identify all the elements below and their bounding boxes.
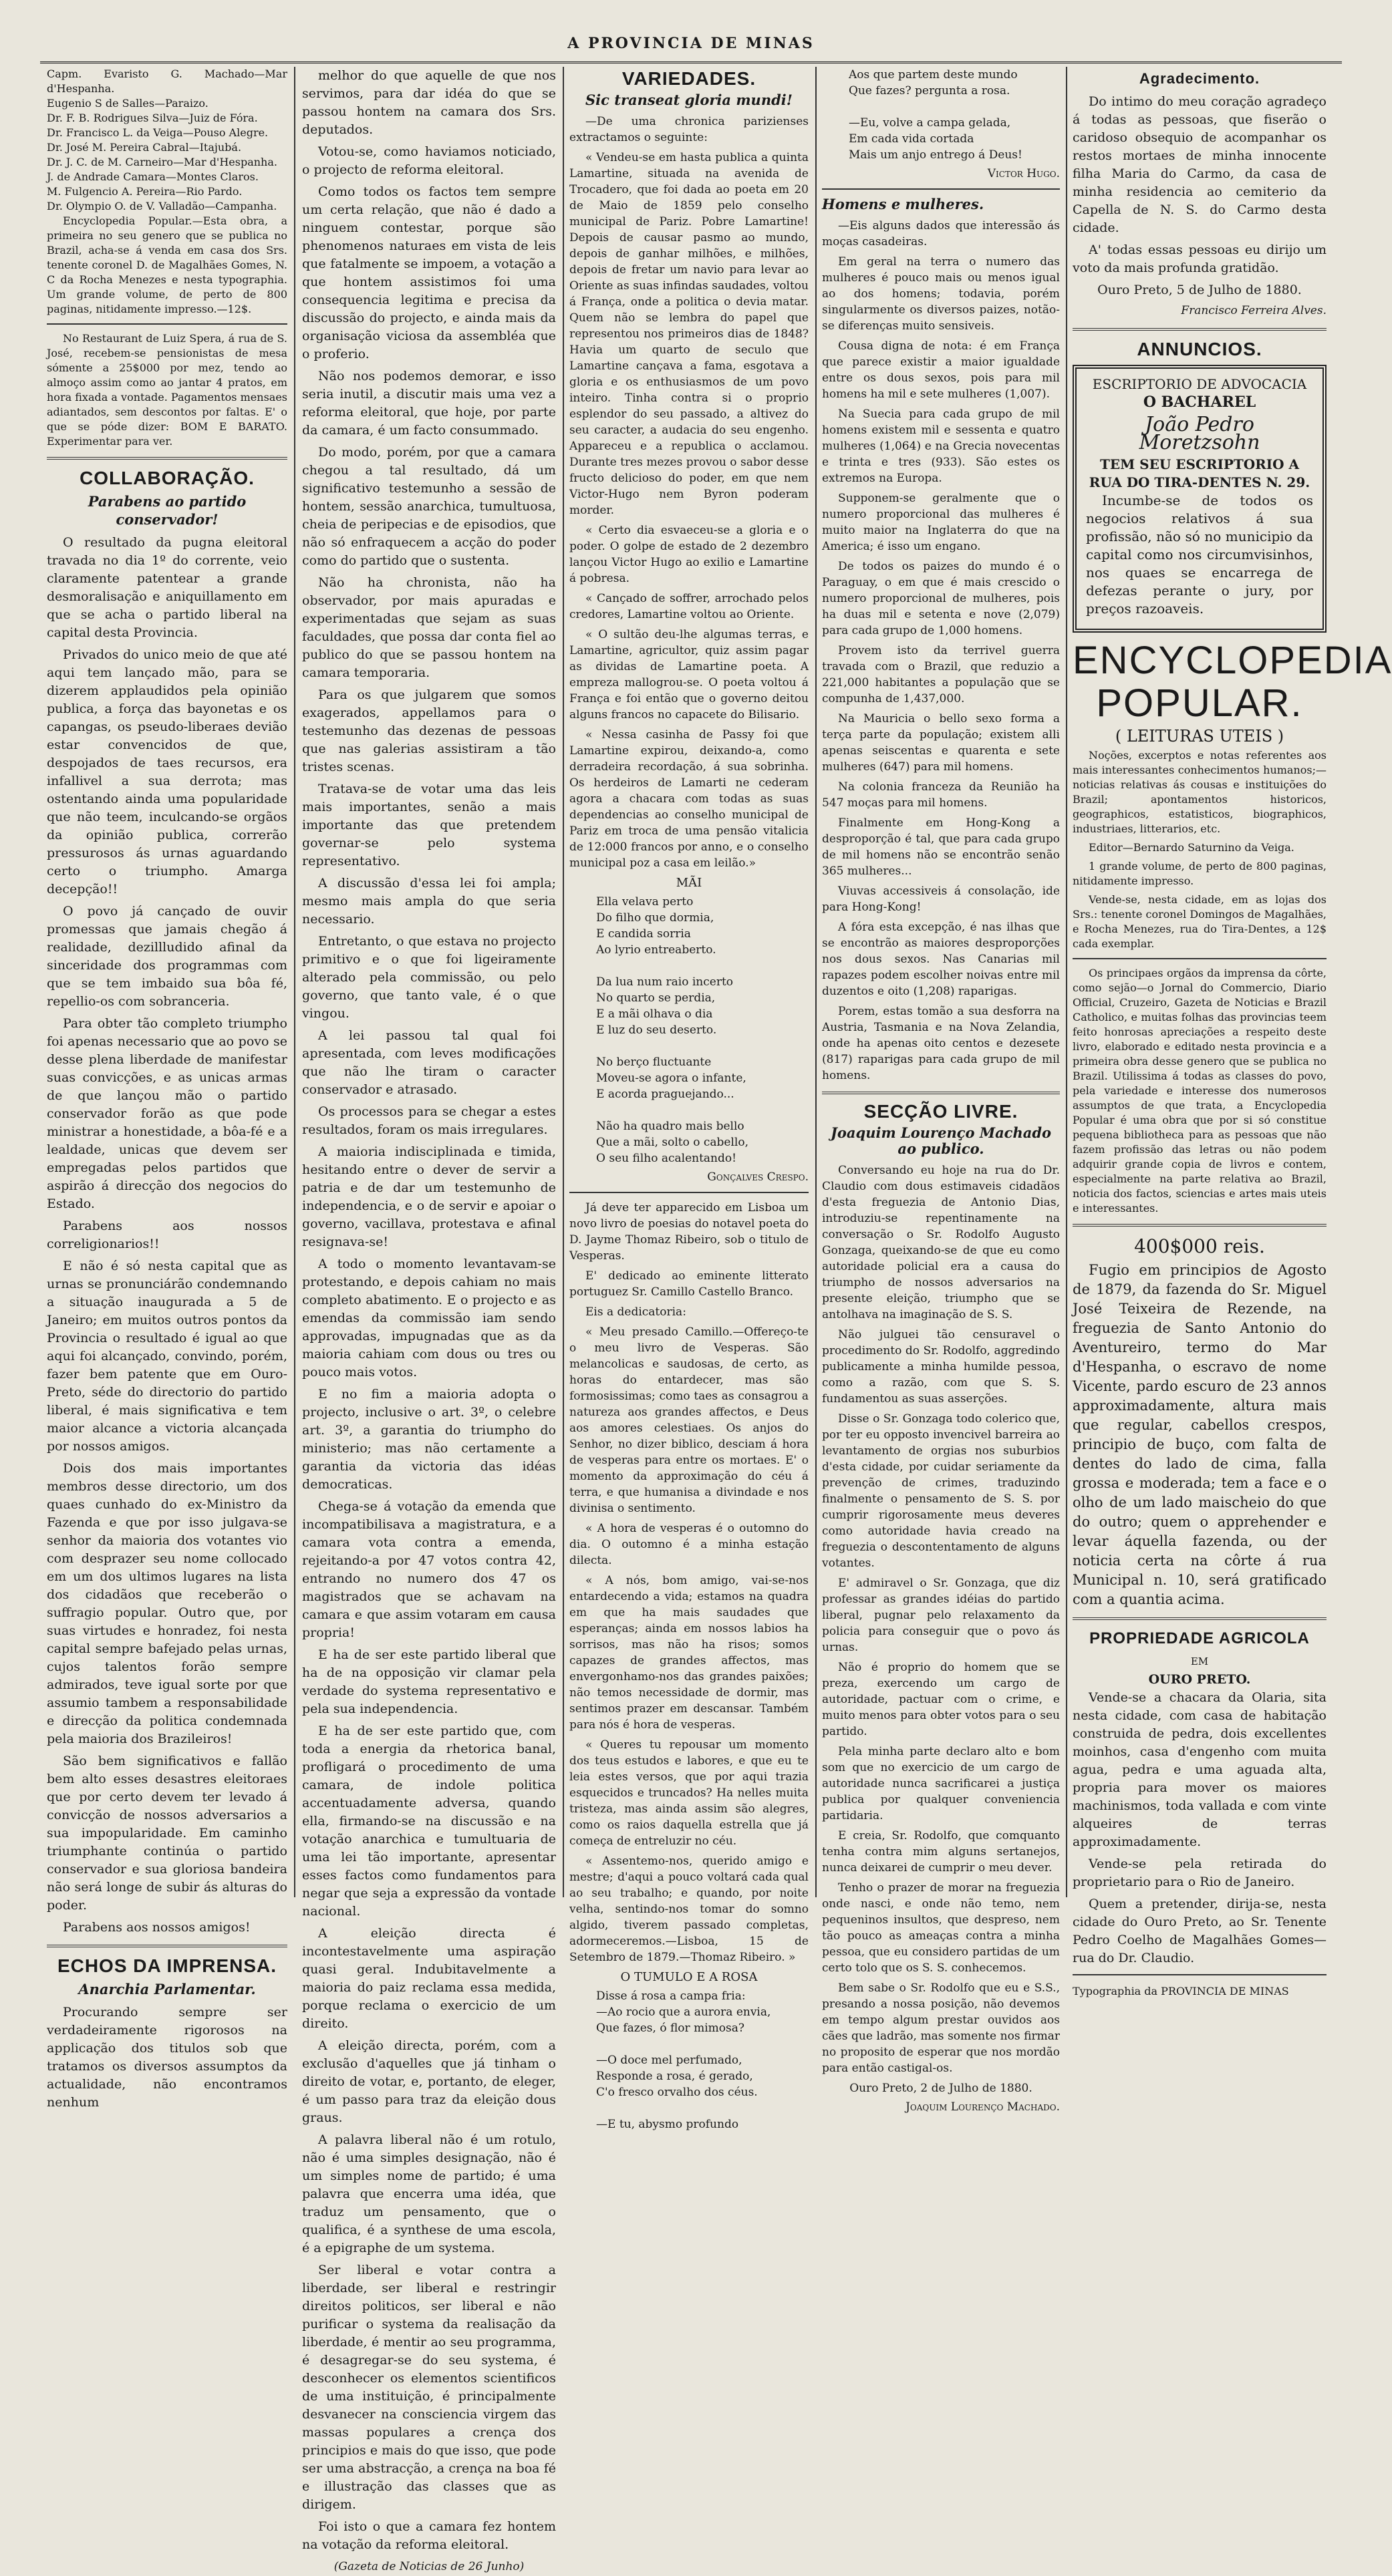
paragraph: A lei passou tal qual foi apresentada, com leves modificações que não lhe tiram o caracter conservador e atrasado.	[302, 1028, 556, 1097]
paragraph: Noções, excerptos e notas referentes aos mais interessantes conhecimentos humanos;—noticias relativas ás cousas e instituições do Brazil; apontamentos historicos, geographicos, estatisticos, biographicos, industriaes, litterarios, etc.	[1073, 749, 1327, 835]
divider	[822, 1092, 1060, 1094]
paragraph: Na Suecia para cada grupo de mil homens existem mil e sessenta e quatro mulheres (1,064) e na Grecia novecentas e trinta e tres (933). São estes os extremos na Europa.	[822, 408, 1060, 485]
paragraph: E' admiravel o Sr. Gonzaga, que diz professar as grandes idéias do partido liberal, pugnar pelo relaxamento da policia para conseguir que o povo ás urnas.	[822, 1577, 1060, 1654]
paragraph: Vende-se a chacara da Olaria, sita nesta cidade, com casa de habitação construida de pedra, dois excellentes moinhos, casa d'engenho com muita agua, pedra e uma aguada alta, propria para mover os maiores machinismos, toda vallada e com vinte alqueires de terras approximadamente.	[1073, 1690, 1327, 1849]
section-heading: Agradecimento.	[1139, 70, 1260, 87]
encyclopedia-subtitle: ( LEITURAS UTEIS )	[1115, 727, 1284, 746]
poem-continued: Aos que partem deste mundo Que fazes? pergunta a rosa. —Eu, volve a campa gelada, Em cada vida cortada Mais um anjo entrego á Deus!	[849, 68, 1022, 162]
article-title: Joaquim Lourenço Machado ao publico.	[830, 1124, 1052, 1157]
lawyer-name: João Pedro Moretzsohn	[1139, 413, 1260, 454]
poem: Ella velava perto Do filho que dormia, E candida sorria Ao lyrio entreaberto. Da lua num raio incerto No quarto se perdia, E a mãi olhava o dia E luz do seu deserto. No berço fluctuante Moveu-se agora o infante, E acorda praguejando... Não ha quadro mais bello Que a mãi, solto o cabello, O seu filho acalentando!	[596, 895, 749, 1165]
divider	[1073, 1224, 1327, 1227]
ad-line: EM	[1190, 1655, 1209, 1667]
paragraph: « Queres tu repousar um momento dos teus estudos e labores, e que eu te leia estes versos, que por aqui trazia esquecidos e truncados? Ha nelles muita tristeza, mas ainda assim são alegres, como os raios daquella estrella que já começa de entreluzir no céu.	[569, 1738, 809, 1848]
paragraph: Fugio em principios de Agosto de 1879, da fazenda do Sr. Miguel José Teixeira de Rezende, na freguezia de Santo Antonio do Aventureiro, termo do Mar d'Hespanha, o escravo de nome Vicente, pardo escuro de 23 annos approximadamente, altura mais que regular, cabellos crespos, principio de buço, com falta de dentes do lado de cima, falla grossa e moderada; tem a face e o olho de um lado maischeio do que do outro; quem o apprehender e levar áquella fazenda, ou der noticia certa na côrte á rua Municipal n. 10, será gratificado com a quantia acima.	[1073, 1262, 1327, 1607]
dateline: Ouro Preto, 5 de Julho de 1880.	[1097, 283, 1302, 297]
column-4	[822, 67, 1060, 2114]
paragraph: A eleição directa é incontestavelmente uma aspiração quasi geral. Indubitavelmente a maioria do paiz reclama essa medida, porque reclama o exercicio de um direito.	[302, 1926, 556, 2031]
paragraph: Conversando eu hoje na rua do Dr. Claudio com dous estimaveis cidadãos d'esta freguezia de Antonio Dias, introduziu-se repentinamente na conversação o Sr. Rodolfo Augusto Gonzaga, queixando-se de que eu como autoridade policial era a causa do triumpho de nossos adversarios na presente eleição, triumpho que se antolhava na imaginação de S. S.	[822, 1164, 1060, 1321]
paragraph: Chega-se á votação da emenda que incompatibilisava a magistratura, e a camara vota contra a emenda, rejeitando-a por 47 votos contra 42, entrando no numero dos 47 os magistrados que se achavam na camara e que assim votaram em causa propria!	[302, 1499, 556, 1640]
paragraph: Não é proprio do homem que se preza, exercendo um cargo de autoridade, pactuar com o crime, e muito menos para obter votos para o seu partido.	[822, 1661, 1060, 1738]
paragraph: Do intimo do meu coração agradeço á todas as pessoas, que fiserão o caridoso obsequio de acompanhar os restos mortaes de minha innocente filha Maria do Carmo, da casa de minha residencia ao cemiterio da Capella de N. S. do Carmo desta cidade.	[1073, 94, 1327, 235]
paragraph: « Meu presado Camillo.—Offereço-te o meu livro de Vesperas. São melancolicas e saudosas, de certo, as horas do entardecer, mas são formosissimas; como taes as consagrou a natureza aos grandes affectos, e Deus aos amores celestiaes. Os anjos do Senhor, no dizer biblico, desciam á hora de vesperas para entre os mortaes. E' o momento da approximação do céu á terra, e que humanisa a divindade e nos divinisa o sentimento.	[569, 1325, 809, 1515]
paragraph: Já deve ter apparecido em Lisboa um novo livro de poesias do notavel poeta do D. Jayme Thomaz Ribeiro, sob o titulo de Vesperas.	[569, 1201, 809, 1263]
paragraph: Pela minha parte declaro alto e bom som que no exercicio de um cargo de autoridade nunca sacrificarei a justiça publica por qualquer conveniencia partidaria.	[822, 1745, 1060, 1822]
masthead: A PROVINCIA DE MINAS	[40, 35, 1342, 63]
paragraph: « O sultão deu-lhe algumas terras, e Lamartine, agricultor, quiz assim pagar as dividas de Lamartine poeta. A empreza mallogrou-se. O poeta voltou á França e foi então que o governo deitou alguns francos no capacete do Bilisario.	[569, 628, 809, 721]
poem: Disse á rosa a campa fria: —Ao rocio que a aurora envia, Que fazes, ó flor mimosa? —O doce mel perfumado, Responde a rosa, é gerado, C'o fresco orvalho dos céus. —E tu, abysmo profundo	[596, 1989, 771, 2131]
section-heading: ANNUNCIOS.	[1137, 339, 1262, 359]
paragraph: Como todos os factos tem sempre um certa relação, que não é dado a ninguem contestar, porque são phenomenos naturaes em vista de leis que fatalmente se impoem, a votação a que hontem assistimos foi uma consequencia legitima e precisa da discussão do projecto, e ainda mais da organisação viciosa da assembléa que o proferio.	[302, 184, 556, 361]
column-rule	[294, 67, 295, 1897]
section-heading: PROPRIEDADE AGRICOLA	[1089, 1629, 1310, 1647]
correspondents-list	[47, 67, 287, 214]
article-title: Anarchia Parlamentar.	[78, 1981, 256, 1997]
list-item: Dr. Olympio O. de V. Valladão—Campanha.	[47, 200, 277, 212]
paragraph: A maioria indisciplinada e timida, hesitando entre o dever de servir a patria e de dar um testemunho de independencia, e o de servir e apoiar o governo, vacillava, protestava e afinal resignava-se!	[302, 1144, 556, 1249]
paragraph: O povo já cançado de ouvir promessas que jamais chegão á realidade, dezillludido afinal da sinceridade dos programmas com que se tem imbaido sua bôa fé, repellio-os com sobranceria.	[47, 904, 287, 1009]
paragraph: « A nós, bom amigo, vai-se-nos entardecendo a vida; estamos na quadra em que ha mais saudades que esperanças; ainda em nossos labios ha sorrisos, mas não ha risos; somos capazes de grandes affectos, mas envergonhamo-nos das grandes paixões; não temos necessidade de dormir, mas sentimos prazer em descansar. Também para nós é hora de vesperas.	[569, 1574, 809, 1732]
paragraph: Votou-se, como haviamos noticiado, o projecto de reforma eleitoral.	[302, 144, 556, 177]
signature: Francisco Ferreira Alves.	[1181, 304, 1327, 317]
list-item: Dr. Francisco L. da Veiga—Pouso Alegre.	[47, 126, 269, 139]
paragraph: De todos os paizes do mundo é o Paraguay, o em que é mais crescido o numero proporcional de mulheres, pois ha duas mil e setenta e nove (2,079) para cada grupo de 1,000 homens.	[822, 560, 1060, 637]
column-rule	[563, 67, 564, 1897]
paragraph: Os principaes orgãos da imprensa da côrte, como sejão—o Jornal do Commercio, Diario Official, Cruzeiro, Gazeta de Noticias e Brazil Catholico, e muitas folhas das provincias teem feito honrosas apreciações a respeito deste livro, elaborado e editado nesta provincia e a primeira obra desse genero que se publica no Brazil. Utilissima á todas as classes do povo, pela variedade e interesse dos numerosos assumptos de que trata, a Encyclopedia Popular é uma obra que por si só constitue pequena bibliotheca para as pessoas que não fazem profissão das letras ou não podem adquirir grande copia de livros e contem, especialmente na parte relativa ao Brazil, noticia dos factos, sciencias e artes mais uteis e interessantes.	[1073, 967, 1327, 1215]
article-title: Sic transeat gloria mundi!	[585, 92, 793, 108]
column-rule	[1066, 67, 1067, 1897]
poem-title: MÃI	[676, 876, 702, 890]
dateline: Ouro Preto, 2 de Julho de 1880.	[849, 2082, 1032, 2095]
paragraph: —Eis alguns dados que interessão ás moças casadeiras.	[822, 219, 1060, 249]
paragraph: A' todas essas pessoas eu dirijo um voto da mais profunda gratidão.	[1073, 243, 1327, 275]
paragraph: Supponem-se geralmente que o numero proporcional das mulheres é muito maior na Inglaterra do que na America; é isso um engano.	[822, 492, 1060, 553]
paragraph: Quem a pretender, dirija-se, nesta cidade do Ouro Preto, ao Sr. Tenente Pedro Coelho de Magalhães Gomes—rua do Dr. Claudio.	[1073, 1897, 1327, 1965]
paragraph: Tratava-se de votar uma das leis mais importantes, senão a mais importante das que pretendem governar-se pelo systema representativo.	[302, 782, 556, 868]
paragraph: E não é só nesta capital que as urnas se pronunciárão condemnando a situação inaugurada a 5 de Janeiro; em muitos outros pontos da Provincia o resultado é igual ao que aqui foi alcançado, convindo, porém, fazer bem patente que em Ouro-Preto, séde do directorio do partido liberal, é mais significativa e tem maior alcance a victoria alcançada por nossos amigos.	[47, 1259, 287, 1454]
list-item: J. de Andrade Camara—Montes Claros.	[47, 170, 259, 183]
encyclopedia-title: ENCYCLOPEDIA POPULAR.	[1073, 639, 1392, 725]
poem-author: Gonçalves Crespo.	[707, 1170, 809, 1184]
paragraph: A fóra esta excepção, é nas ilhas que se encontrão as maiores desproporções nos dous sexos. Nas Canarias mil rapazes podem escolher noivas entre mil duzentos e oito (1,208) raparigas.	[822, 921, 1060, 998]
paragraph: Parabens aos nossos correligionarios!!	[47, 1219, 287, 1251]
section-heading: VARIEDADES.	[621, 68, 756, 89]
paragraph: E ha de ser este partido que, com toda a energia da rhetorica banal, profligará o procedimento de uma camara, de indole politica accentuadamente adversa, quando ella, firmando-se na discussão e na votação anarchica e tumultuaria de uma lei tão importante, apresentar esses factos como fundamentos para negar que seja a expressão da vontade nacional.	[302, 1724, 556, 1919]
poem-author: Victor Hugo.	[987, 167, 1060, 180]
paragraph: Ser liberal e votar contra a liberdade, ser liberal e restringir direitos politicos, ser liberal e não purificar o systema da realisação da liberdade, é mentir ao seu programma, é desagregar-se do seu systema, é desconhecer os elementos scientificos de uma instituição, é principalmente desvanecer na consciencia virgem das massas populares a crença dos principios e mais do que isso, que pode ser uma abstracção, a crença na boa fé e illustração das classes que as dirigem.	[302, 2263, 556, 2512]
paragraph: E creia, Sr. Rodolfo, que comquanto tenha contra mim alguns sertanejos, nunca deixarei de cumprir o meu dever.	[822, 1829, 1060, 1875]
paragraph: Na Mauricia o bello sexo forma a terça parte da população; existem alli apenas seiscentas e quarenta e sete mulheres (647) para mil homens.	[822, 712, 1060, 774]
list-item: Dr. José M. Pereira Cabral—Itajubá.	[47, 141, 242, 154]
divider	[47, 1945, 287, 1947]
signature: Joaquim Lourenço Machado.	[906, 2100, 1060, 2114]
divider	[47, 323, 287, 325]
paragraph: Finalmente em Hong-Kong a desproporção é tal, que para cada grupo de mil homens não se encontrão senão 365 mulheres...	[822, 816, 1060, 878]
column-3	[569, 67, 809, 2131]
paragraph: A palavra liberal não é um rotulo, não é uma simples designação, não é um simples nome de partido; é uma palavra que encerra uma idéa, que traduz um pensamento, que o qualifica, é a synthese de uma escola, é a epigraphe de um systema.	[302, 2132, 556, 2255]
paragraph: « Vendeu-se em hasta publica a quinta Lamartine, situada na avenida de Trocadero, que foi dada ao poeta em 20 de Maio de 1859 pelo conselho municipal de Pariz. Pobre Lamartine! Depois de causar pasmo ao mundo, depois de ganhar milhões, e milhões, depois de fretar um navio para levar ao Oriente as suas infindas saudades, voltou á França, onde a politica o devia matar. Quem não se lembra do papel que representou nos primeiros dias de 1848? Havia um quarto de seculo que Lamartine cançava a fama, esgotava a gloria e os enthusiasmos de um povo inteiro. Tinha contra si o proprio esplendor do seu passado, a altivez do seu caracter, a audacia do seu engenho. Appareceu e a republica o acclamou. Durante tres mezes provou o sabor desse fructo delicioso do poder, em que nem Victor-Hugo nem Byron poderam morder.	[569, 151, 809, 517]
paragraph: São bem significativos e fallão bem alto esses desastres eleitoraes que por certo devem ter levado á convicção de nossos adversarios a sua impopularidade. Em caminho triumphante continúa o partido conservador e sua gloriosa bandeira não será longe de subir ás alturas do poder.	[47, 1754, 287, 1913]
divider	[1073, 958, 1327, 959]
paragraph: Parabens aos nossos amigos!	[63, 1920, 251, 1935]
divider	[1073, 1617, 1327, 1620]
paragraph: E' dedicado ao eminente litterato portuguez Sr. Camillo Castello Branco.	[569, 1269, 809, 1299]
ad-text: Incumbe-se de todos os negocios relativos á sua profissão, não só no municipio da capital como nos circumvisinhos, nos quaes se encarrega de defezas perante o jury, por preços razoaveis.	[1086, 492, 1313, 617]
ad-line: TEM SEU ESCRIPTORIO A RUA DO TIRA-DENTES N. 29.	[1089, 456, 1310, 490]
paragraph: Porem, estas tomão a sua desforra na Austria, Tasmania e na Nova Zelandia, onde ha apenas oito centos e dezesete (817) raparigas para cada grupo de mil homens.	[822, 1005, 1060, 1082]
paragraph: Vende-se pela retirada do proprietario para o Rio de Janeiro.	[1073, 1857, 1327, 1889]
paragraph: E no fim a maioria adopta o projecto, inclusive o art. 3º, o celebre art. 3º, a garantia do triumpho do ministerio; mas não certamente a garantia da victoria das idéas democraticas.	[302, 1387, 556, 1492]
section-heading: ECHOS DA IMPRENSA.	[57, 1955, 277, 1976]
divider	[1073, 1974, 1327, 1975]
paragraph: A todo o momento levantavam-se protestando, e depois cahiam no mais completo abatimento. E o projecto e as emendas da commissão iam sendo approvadas, impugnadas que as da maioria cahiam com dous ou tres ou pouco mais votos.	[302, 1257, 556, 1380]
paragraph: Editor—Bernardo Saturnino da Veiga.	[1089, 841, 1294, 854]
column-5	[1073, 67, 1392, 1997]
paragraph: Tenho o prazer de morar na freguezia onde nasci, e onde não temo, nem pequeninos insultos, que despreso, nem tão pouco as ameaças contra a minha pessoa, que eu considero partidas de um certo tolo que os S. S. conhecemos.	[822, 1881, 1060, 1975]
section-heading: COLLABORAÇÃO.	[80, 468, 255, 488]
divider	[569, 1192, 809, 1193]
article-title: Homens e mulheres.	[822, 196, 984, 212]
paragraph: 1 grande volume, de perto de 800 paginas, nitidamente impresso.	[1073, 860, 1327, 887]
column-2	[302, 67, 556, 2573]
list-item: Capm. Evaristo G. Machado—Mar d'Hespanha.	[47, 67, 287, 95]
list-item: Eugenio S de Salles—Paraizo.	[47, 97, 208, 110]
paragraph: E ha de ser este partido liberal que ha de na opposição vir clamar pela verdade do systema representativo e pela sua independencia.	[302, 1647, 556, 1716]
paragraph: Procurando sempre ser verdadeiramente rigorosos na applicação dos titulos sob que tratamos os diversos assumptos da actualidade, não encontramos nenhum	[47, 2005, 287, 2110]
paragraph: O resultado da pugna eleitoral travada no dia 1º do corrente, veio claramente patentear a grande desmoralisação e aniquillamento em que se acha o partido liberal na capital desta Provincia.	[47, 535, 287, 640]
paragraph: Bem sabe o Sr. Rodolfo que eu e S.S., presando a nossa posição, não devemos em tempo algum prestar ouvidos aos cães que ladrão, mas somente nos firmar no proposito de esperar que nos mordão para então castigal-os.	[822, 1981, 1060, 2075]
paragraph: Disse o Sr. Gonzaga todo colerico que, por ter eu opposto invencivel barreira ao levantamento de orgias nos suburbios d'esta cidade, por cuidar seriamente da prevenção de crimes, traduzindo finalmente o pensamento de S. S. por cumprir rigorosamente meus deveres como autoridade havia creado na freguezia o descontentamento de alguns votantes.	[822, 1412, 1060, 1570]
section-heading: SECÇÃO LIVRE.	[863, 1101, 1018, 1122]
paragraph: Na colonia franceza da Reunião ha 547 moças para mil homens.	[822, 780, 1060, 810]
paragraph: Eis a dedicatoria:	[585, 1305, 686, 1319]
paragraph: Não julguei tão censuravel o procedimento do Sr. Rodolfo, aggredindo publicamente a minha humilde pessoa, como a razão, com que S. S. fundamentou as suas asserções.	[822, 1328, 1060, 1406]
paragraph: Em geral na terra o numero das mulheres é pouco mais ou menos igual ao dos homens; todavia, porém singularmente os diversos paizes, notão-se diferenças muito sensiveis.	[822, 255, 1060, 333]
paragraph: A eleição directa, porém, com a exclusão d'aquelles que já tinham o direito de votar, e, portanto, de eleger, é um passo para traz da eleição dous graus.	[302, 2038, 556, 2125]
paragraph: « Certo dia esvaeceu-se a gloria e o poder. O golpe de estado de 2 dezembro lançou Victor Hugo ao exilio e Lamartine á pobresa.	[569, 524, 809, 585]
divider	[47, 457, 287, 460]
paragraph: « A hora de vesperas é o outomno do dia. O outomno é a minha estação dilecta.	[569, 1522, 809, 1567]
paragraph: Não nos podemos demorar, e isso seria inutil, a discutir mais uma vez a reforma eleitoral, que hoje, por parte da camara, é um facto consummado.	[302, 369, 556, 438]
paragraph: Cousa digna de nota: é em França que parece existir a maior igualdade entre os dous sexos, pois para mil homens ha mil e sete mulheres (1,007).	[822, 339, 1060, 401]
encyclopedia-notice: Encyclopedia Popular.—Esta obra, a primeira no seu genero que se publica no Brazil, acha-se á venda em casa dos Srs. tenente coronel D. de Magalhães Gomes, N. C da Rocha Menezes e nesta typographia. Um grande volume, de perto de 800 paginas, nitidamente impresso.—12$.	[47, 214, 287, 315]
paragraph: Foi isto o que a camara fez hontem na votação da reforma eleitoral.	[302, 2519, 556, 2552]
paragraph: Do modo, porém, por que a camara chegou a tal resultado, dá um significativo testemunho a sessão de hontem, sessão anarchica, tumultuosa, cheia de peripecias e de episodios, que não só enfraquecem a acção do poder como do partido que o sustenta.	[302, 445, 556, 568]
paragraph: « Nessa casinha de Passy foi que Lamartine expirou, deixando-a, como derradeira recordação, á sua sobrinha. Os herdeiros de Lamarti ne cederam agora a chacara com todas as suas dependencias ao conselho municipal de Pariz em troca de uma pensão vitalicia de 12:000 francos por anno, e o conselho municipal poz a casa em leilão.»	[569, 728, 809, 870]
list-item: Dr. J. C. de M. Carneiro—Mar d'Hespanha.	[47, 156, 277, 168]
ad-line: OURO PRETO.	[1148, 1672, 1251, 1687]
paragraph: A discussão d'essa lei foi ampla; mesmo mais ampla do que seria necessario.	[302, 876, 556, 927]
paragraph: Para os que julgarem que somos exagerados, appellamos para o testemunho das dezenas de pessoas que nas galerias assistiram a tão tristes scenas.	[302, 687, 556, 774]
restaurant-ad: No Restaurant de Luiz Spera, á rua de S. José, recebem-se pensionistas de mesa sómente a 25$000 por mez, tendo ao almoço assim como ao jantar 4 pratos, em hora fixada a vontade. Pagamentos mensaes adiantados, sem descontos por faltas. E' o que se póde dizer: BOM E BARATO. Experimentar para ver.	[47, 332, 287, 448]
ad-line: ESCRIPTORIO DE ADVOCACIA	[1092, 376, 1307, 392]
paragraph: Viuvas accessiveis á consolação, ide para Hong-Kong!	[822, 884, 1060, 914]
paragraph: —De uma chronica parizienses extractamos o seguinte:	[569, 115, 809, 144]
printer-footer: Typographia da PROVINCIA DE MINAS	[1073, 1985, 1289, 1997]
law-office-ad	[1073, 365, 1327, 633]
paragraph: Os processos para se chegar a estes resultados, foram os mais irregulares.	[302, 1104, 556, 1137]
ad-line: O BACHAREL	[1143, 393, 1256, 411]
paragraph: melhor do que aquelle de que nos servimos, para dar idéa do que se passou hontem na camara dos Srs. deputados.	[302, 68, 556, 137]
article-title: Parabens ao partido conservador!	[88, 493, 247, 528]
list-item: M. Fulgencio A. Pereira—Rio Pardo.	[47, 185, 243, 198]
paragraph: Para obter tão completo triumpho foi apenas necessario que ao povo se desse plena liberdade de manifestar suas convicções, e as unicas armas de que lançou mão o partido conservador forão as que pode ministrar a honestidade, a bôa-fé e a lealdade, unicas que devem ser empregadas pelos partidos que aspirão á direcção dos negocios do Estado.	[47, 1016, 287, 1211]
reward-amount: 400$000 reis.	[1134, 1235, 1265, 1257]
paragraph: « Cançado de soffrer, arrochado pelos credores, Lamartine voltou ao Oriente.	[569, 592, 809, 621]
list-item: Dr. F. B. Rodrigues Silva—Juiz de Fóra.	[47, 112, 258, 124]
paragraph: Vende-se, nesta cidade, em as lojas dos Srs.: tenente coronel Domingos de Magalhães, e Rocha Menezes, rua do Tira-Dentes, a 12$ cada exemplar.	[1073, 893, 1327, 950]
source-citation: (Gazeta de Noticias de 26 Junho)	[333, 2560, 525, 2573]
paragraph: Não ha chronista, não ha observador, por mais apuradas e experimentadas que sejam as suas faculdades, que possa dar conta fiel ao publico do que se passou hontem na camara temporaria.	[302, 575, 556, 680]
poem-title: O TUMULO E A ROSA	[620, 1970, 758, 1984]
paragraph: « Assentemo-nos, querido amigo e mestre; d'aqui a pouco voltará cada qual ao seu trabalho; e quando, por noite velha, sentindo-nos tomar do somno algido, tiverem passado completas, adormeceremos.—Lisboa, 15 de Setembro de 1879.—Thomaz Ribeiro. »	[569, 1855, 809, 1964]
paragraph: Entretanto, o que estava no projecto primitivo e o que foi ligeiramente alterado pela commissão, ou pelo governo, que tanto vale, é o que vingou.	[302, 934, 556, 1021]
paragraph: Privados do unico meio de que até aqui tem lançado mão, para se dizerem applaudidos pela opinião publica, a força das bayonetas e os capangas, os pseudo-liberaes devião estar convencidos de que, despojados de taes recursos, era infallivel a sua derrota; mas ostentando ainda uma popularidade que não teem, inculcando-se orgãos da opinião publica, correrão pressurosos ás urnas aguardando certo o triumpho. Amarga decepção!!	[47, 647, 287, 897]
column-rule	[815, 67, 817, 1897]
divider	[822, 188, 1060, 190]
paragraph: Provem isto da terrivel guerra travada com o Brazil, que reduzio a 221,000 habitantes a população que se compunha de 1,437,000.	[822, 644, 1060, 705]
column-1	[47, 67, 287, 2110]
paragraph: Dois dos mais importantes membros desse directorio, um dos quaes cunhado do ex-Ministro da Fazenda e que por isso julgava-se senhor da maioria dos votantes vio com desprazer seu nome collocado em um dos ultimos lugares na lista dos cidadãos que receberão o suffragio popular. Outro que, por suas virtudes e honradez, foi nesta capital sempre bafejado pelas urnas, cujos talentos forão sempre admirados, teve igual sorte por que assumio tambem a responsabilidade e direcção da politica condemnada pela maioria dos Brazileiros!	[47, 1461, 287, 1746]
divider	[1073, 328, 1327, 331]
